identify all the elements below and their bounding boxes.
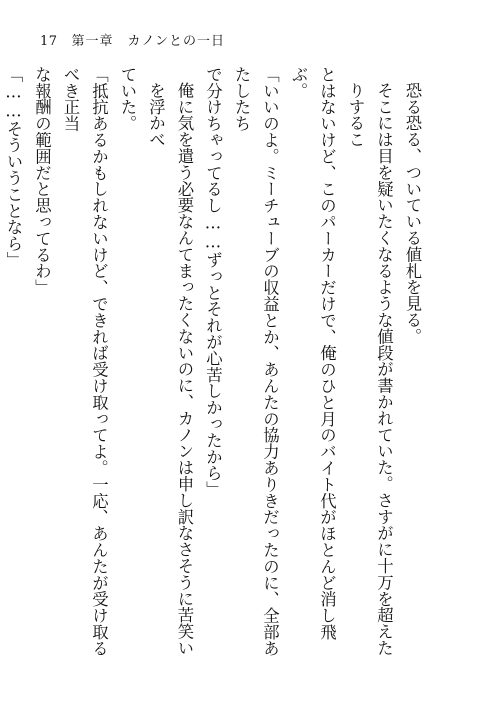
body-text <box>4 66 426 666</box>
text-line: で分けちゃってるし……ずっとそれが心苦しかったから」 <box>203 66 223 498</box>
text-line: 俺に気を遣う必要なんてまったくないのに、カノンは申し訳なさそうに苦笑いを浮かべ <box>146 82 194 657</box>
text-line: ていた。 <box>118 66 137 132</box>
text-line: 「……そういうことなら」 <box>4 66 23 268</box>
text-line: 「抵抗あるかもしれないけど、できれば受け取ってよ。一応、あんたが受け取るべき正当 <box>61 66 109 657</box>
text-line: 恐る恐る、ついている値札を見る。 <box>403 82 422 345</box>
text-line: 「いいのよ。ミーチューブの収益とか、あんたの協力ありきだったのに、全部あたしたち <box>232 66 280 657</box>
text-line: そこには目を疑いたくなるような値段が書かれていた。さすがに十万を超えたりするこ <box>346 82 394 657</box>
page-number: 17 <box>40 34 58 49</box>
text-line: とはないけど、このパーカーだけで、俺のひと月のバイト代がほとんど消し飛ぶ。 <box>289 66 337 640</box>
text-line: な報酬の範囲だと思ってるわ」 <box>32 66 52 296</box>
chapter-title: 第一章 カノンとの一日 <box>71 34 226 49</box>
running-header <box>40 30 225 50</box>
